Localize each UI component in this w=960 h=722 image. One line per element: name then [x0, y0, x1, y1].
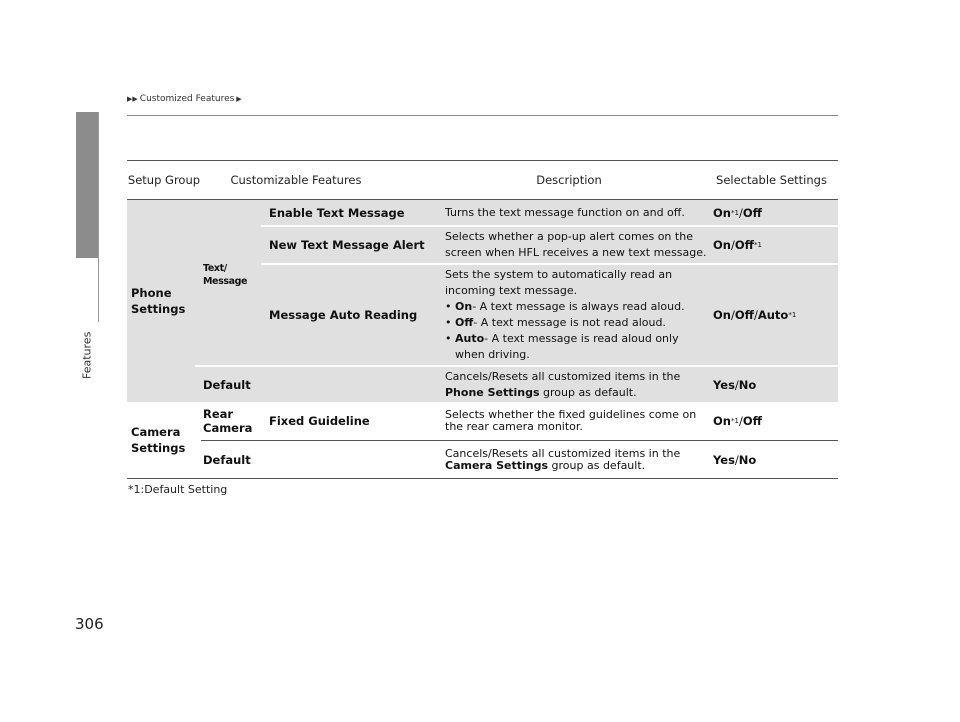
settings-new-text-message-alert: On / Off *1 [713, 238, 762, 252]
description-new-text-message-alert: Selects whether a pop-up alert comes on the screen when HFL receives a new text message. [445, 230, 707, 259]
description-camera-default [445, 441, 707, 478]
footnote-default-setting: *1:Default Setting [128, 483, 228, 496]
breadcrumb-arrow-icon: ▶ [236, 95, 242, 103]
bullet-key: Auto [455, 332, 485, 345]
setting-off: Off [734, 308, 754, 322]
setting-separator: / [730, 308, 735, 322]
description-text: group as default. [543, 385, 637, 399]
description-group-name: Phone Settings [445, 385, 540, 399]
description-text: Cancels/Resets all customized items in the [445, 369, 681, 383]
setting-no: No [738, 377, 757, 392]
description-text: group as default. [551, 458, 646, 472]
setting-separator: / [734, 377, 739, 392]
camera-settings-block [127, 402, 838, 479]
setting-on: On [713, 308, 731, 322]
settings-enable-text-message: On *1 / Off [713, 205, 762, 220]
bullet-text: - A text message is not read aloud. [473, 316, 666, 329]
description-phone-default [445, 367, 707, 402]
bullet-key: On [455, 300, 473, 313]
phone-settings-block [127, 200, 838, 402]
setting-auto: Auto [757, 308, 789, 322]
setting-separator: / [730, 238, 735, 252]
feature-camera-default: Default [203, 452, 251, 467]
header-description: Description [536, 173, 602, 187]
section-label: Features [80, 331, 94, 379]
side-divider [98, 112, 99, 322]
setting-separator: / [753, 308, 758, 322]
feature-fixed-guideline: Fixed Guideline [269, 414, 370, 428]
subgroup-text-message: Text/ Message [203, 263, 248, 287]
bullet-text: - A text message is always read aloud. [472, 300, 685, 313]
bullet-list [445, 299, 707, 363]
feature-new-text-message-alert: New Text Message Alert [269, 238, 425, 252]
list-item: • On- A text message is always read aloud. [445, 300, 685, 313]
subgroup-rear-camera: Rear Camera [203, 407, 253, 435]
list-item: • Off- A text message is not read aloud. [445, 316, 666, 329]
header-selectable-settings: Selectable Settings [716, 173, 827, 187]
setting-off: Off [742, 414, 762, 428]
setting-no: No [738, 452, 757, 467]
breadcrumb-item[interactable]: Customized Features [139, 94, 235, 104]
group-camera-settings: Camera Settings [131, 425, 186, 455]
setting-yes: Yes [713, 452, 735, 467]
setting-on: On [713, 238, 731, 252]
header-setup-group: Setup Group [127, 173, 201, 187]
settings-message-auto-reading: On / Off / Auto *1 [713, 308, 797, 322]
setting-yes: Yes [713, 377, 735, 392]
section-tab [76, 112, 98, 258]
list-item: • Auto- A text message is read aloud only when driving. [445, 332, 679, 361]
description-message-auto-reading [445, 265, 707, 365]
description-text: Cancels/Resets all customized items in the [445, 446, 681, 460]
feature-phone-default: Default [203, 377, 251, 392]
customization-table [127, 160, 838, 479]
bullet-text: - A text message is read aloud only when driving. [455, 332, 679, 361]
table-header [127, 160, 838, 200]
bullet-key: Off [455, 316, 474, 329]
setting-separator: / [738, 414, 743, 428]
settings-camera-default [713, 441, 756, 478]
breadcrumb-arrow-icon: ▶▶ [127, 95, 138, 103]
setting-off: Off [742, 205, 762, 220]
setting-on: On [713, 414, 731, 428]
breadcrumb [127, 94, 242, 104]
feature-message-auto-reading: Message Auto Reading [269, 308, 418, 322]
description-fixed-guideline: Selects whether the fixed guidelines come on the rear camera monitor. [445, 408, 697, 433]
setting-separator: / [738, 205, 743, 220]
header-rule [127, 115, 838, 116]
description-enable-text-message: Turns the text message function on and off. [445, 205, 685, 219]
header-customizable-features: Customizable Features [230, 173, 362, 187]
settings-fixed-guideline: On *1 / Off [713, 414, 762, 428]
settings-phone-default [713, 367, 756, 402]
description-intro: Sets the system to automatically read an incoming text message. [445, 268, 673, 297]
setting-separator: / [734, 452, 739, 467]
group-phone-settings: Phone Settings [131, 286, 186, 316]
setting-on: On [713, 205, 731, 220]
feature-enable-text-message: Enable Text Message [269, 205, 405, 220]
description-group-name: Camera Settings [445, 458, 549, 472]
page-number: 306 [75, 615, 104, 633]
setting-off: Off [734, 238, 754, 252]
